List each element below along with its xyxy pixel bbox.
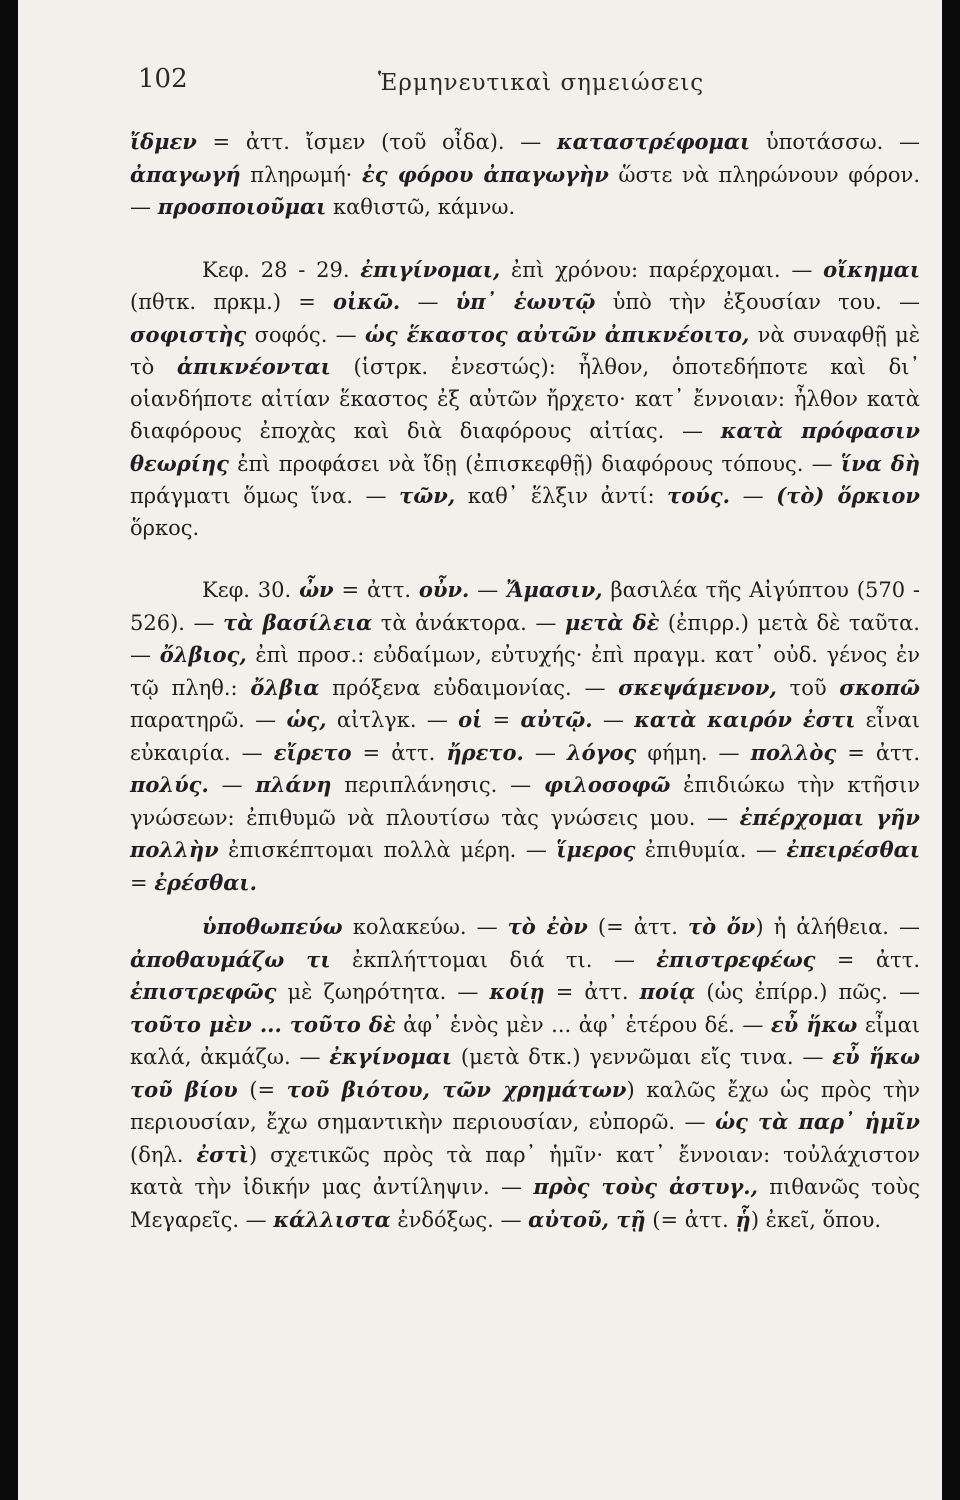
gloss-text: (πθτκ. πρκμ.) = — [130, 290, 334, 314]
lemma-term: κατὰ πρόφασιν θεωρίης — [130, 418, 920, 476]
lemma-term: εὖ ἥκω — [770, 1011, 858, 1037]
gloss-text: ) καλῶς ἔχω ὡς πρὸς τὴν περιουσίαν, ἔχω σημαντικὴν περιουσίαν, εὐπορῶ. — — [130, 1077, 921, 1134]
lemma-term: ἴδμεν — [130, 129, 197, 154]
gloss-text: παρατηρῶ. — — [130, 708, 287, 732]
lemma-term: ὄλβιος, — [159, 642, 247, 667]
gloss-text: πράγματι ὅμως ἵνα. — — [130, 484, 400, 508]
lemma-term: τὸ ὄν — [687, 914, 756, 939]
lemma-term: ἐπέρχομαι γῆν πολλὴν — [130, 804, 920, 862]
page-header — [138, 64, 882, 104]
lemma-term: πολύς. — [130, 772, 209, 797]
gloss-text: = ἀττ. — [351, 740, 447, 765]
paragraph-glossary-intro — [130, 126, 920, 224]
gloss-text: ) ἡ ἀλήθεια. — — [755, 915, 921, 939]
gloss-text: αἰτλγκ. — — [326, 708, 459, 732]
lemma-term: ὡς, — [286, 707, 327, 732]
lemma-term: ποίᾳ — [639, 979, 696, 1004]
lemma-term: αὐτοῦ, τῇ — [528, 1206, 646, 1232]
gloss-text: Κεφ. 28 - 29. — [202, 257, 361, 282]
running-title: Ἑρμηνευτικαὶ σημειώσεις — [378, 70, 705, 96]
lemma-term: εὖ ἥκω τοῦ βίου — [130, 1044, 920, 1102]
lemma-term: ᾗ — [735, 1206, 751, 1232]
gloss-text: ἐνδόξως. — — [390, 1207, 529, 1232]
gloss-text: (= ἀττ. — [645, 1207, 736, 1232]
lemma-term: ἐς φόρου ἀπαγωγὴν — [361, 161, 609, 187]
lemma-term: ἐπειρέσθαι — [786, 837, 920, 862]
lemma-term: οἰκῶ. — [333, 289, 401, 314]
lemma-term: τὸ ἐὸν — [507, 914, 588, 939]
gloss-text: (= ἀττ. — [587, 915, 688, 939]
gloss-text: ). — — [489, 130, 557, 154]
gloss-text: = ἀττ. — [333, 578, 419, 602]
gloss-text: φήμη. — — [636, 740, 751, 765]
lemma-term: ἀπαγωγή — [130, 161, 241, 187]
lemma-term: ὦν — [299, 577, 334, 602]
gloss-text: (μετὰ δτκ.) γεννῶμαι εἴς τινα. — — [452, 1045, 833, 1069]
lemma-term: ἐρέσθαι. — [154, 869, 257, 895]
paragraph-chapter-30 — [130, 574, 920, 899]
lemma-term: (τὸ) ὅρκιον — [776, 483, 920, 508]
gloss-text: = ἀττ. — [815, 947, 920, 972]
lemma-term: οἴκημαι — [823, 256, 920, 282]
gloss-text: τὰ ἀνάκτορα. — — [372, 610, 565, 635]
lemma-term: αὐτῷ. — [520, 707, 593, 732]
paragraph-chapter-30-continued — [130, 911, 920, 1236]
gloss-text: ἐπισκέπτομαι πολλὰ μέρη. — — [218, 838, 557, 862]
gloss-text: = ἀττ. — [544, 980, 640, 1004]
gloss-text: — — [469, 578, 507, 602]
body-text — [130, 126, 920, 1236]
lemma-term: ὡς τὰ παρ᾽ ἡμῖν — [715, 1109, 921, 1134]
lemma-term: προσποιοῦμαι — [157, 194, 327, 219]
lemma-term: Ἄμασιν, — [506, 577, 603, 602]
gloss-text: — — [208, 773, 256, 797]
lemma-term: ἐκγίνομαι — [329, 1044, 453, 1069]
lemma-term: τοῦ βιότου, τῶν χρημάτων — [286, 1076, 627, 1102]
gloss-text: βασιλέα τῆς Αἰγύπτου (570 - 526). — — [130, 578, 921, 635]
lemma-term: πλάνη — [255, 772, 332, 797]
gloss-text: ὑπὸ τὴν ἐξουσίαν του. — — [595, 290, 920, 314]
gloss-text: εἶναι εὐκαιρία. — — [130, 708, 920, 765]
lemma-term: ἀποθαυμάζω τι — [130, 946, 331, 972]
gloss-text: ἀφ᾽ ἑνὸς μὲν ... ἀφ᾽ ἑτέρου δέ. — — [395, 1012, 771, 1037]
gloss-text: ἐπιθυμία. — — [635, 838, 787, 862]
lemma-term: κοίῃ — [489, 979, 545, 1004]
gloss-text: = ἀττ. — [196, 130, 306, 154]
lemma-term: ἐπιγίνομαι, — [360, 256, 501, 282]
lemma-term: σκεψάμενον, — [618, 674, 777, 700]
gloss-text: πιθανῶς τοὺς Μεγαρεῖς. — — [130, 1175, 920, 1232]
lemma-term: ἐπιστρεφέως — [656, 946, 816, 972]
gloss-text: — — [400, 290, 456, 314]
lemma-term: ἀπικνέονται — [177, 354, 331, 379]
gloss-text: Κεφ. 30. — [202, 578, 300, 602]
gloss-text: ἐκπλήττομαι διά τι. — — [330, 947, 657, 972]
gloss-text: ὥστε νὰ πληρώνουν φόρον. — — [130, 162, 921, 219]
gloss-text: ἐπὶ προφάσει νὰ ἴδῃ (ἐπισκεφθῇ) διαφόρους τόπους. — — [228, 451, 841, 476]
lemma-term: σοφιστὴς — [130, 321, 247, 347]
gloss-text: = — [130, 870, 155, 895]
lemma-term: λόγος — [566, 739, 637, 765]
gloss-text: κολακεύω. — — [342, 915, 508, 939]
gloss-text: (τοῦ — [365, 130, 443, 154]
lemma-term: τοῦτο μὲν ... τοῦτο δὲ — [130, 1011, 396, 1037]
lemma-term: κατὰ καιρόν ἐστι — [634, 707, 856, 732]
gloss-text: νὰ συναφθῇ μὲ τὸ — [130, 322, 920, 379]
gloss-text: ὑποτάσσω. — — [750, 130, 920, 154]
gloss-text: ἐπιδιώκω τὴν κτῆσιν γνώσεων: ἐπιθυμῶ νὰ πλουτίσω τὰς γνώσεις μου. — — [130, 773, 920, 830]
lemma-term: ἐπιστρεφῶς — [130, 979, 277, 1004]
book-page — [18, 0, 942, 1500]
lemma-term: τούς. — [667, 483, 730, 508]
gloss-text: οἶδα — [442, 130, 490, 154]
gloss-text: μὲ ζωηρότητα. — — [276, 980, 490, 1004]
lemma-term: μετὰ δὲ — [564, 609, 660, 635]
lemma-term: οἱ — [458, 707, 483, 732]
lemma-term: εἴρετο — [273, 739, 352, 765]
gloss-text: ) ἐκεῖ, ὅπου. — [750, 1207, 882, 1232]
gloss-text: (ἱστρκ. ἐνεστώς): ἦλθον, ὁποτεδήποτε καὶ δι᾽ οἱανδήποτε αἰτίαν ἕκαστος ἐξ αὐτῶν ἤρχετο· κατ᾽ ἔννοιαν: ἦλθον κατὰ διαφόρους ἐποχὰς καὶ διὰ διαφόρους αἰτίας. — — [130, 355, 921, 443]
gloss-text: ὅρκος. — [130, 515, 200, 540]
lemma-term: ὡς ἕκαστος αὐτῶν ἀπικνέοιτο, — [364, 321, 750, 347]
lemma-term: φιλοσοφῶ — [543, 772, 671, 797]
gloss-text: (δηλ. — [130, 1142, 197, 1167]
gloss-text: καθιστῶ, κάμνω. — [326, 195, 516, 219]
lemma-term: τὰ βασίλεια — [223, 609, 373, 635]
lemma-term: καταστρέφομαι — [556, 129, 751, 154]
lemma-term: πρὸς τοὺς ἀστυγ., — [533, 1174, 758, 1199]
gloss-text: ) σχετικῶς πρὸς τὰ παρ᾽ ἡμῖν· κατ᾽ ἔννοιαν: τοὐλάχιστον κατὰ τὴν ἰδικήν μας ἀντίληψιν. — — [130, 1142, 920, 1199]
gloss-text: — — [592, 708, 635, 732]
gloss-text: περιπλάνησις. — — [331, 773, 544, 797]
page-number: 102 — [138, 64, 188, 94]
lemma-term: ὑποθωπεύω — [202, 914, 343, 939]
lemma-term: οὖν. — [418, 577, 470, 602]
gloss-text: τοῦ — [776, 675, 840, 700]
gloss-text: σοφός. — — [246, 322, 365, 347]
gloss-text: = ἀττ. — [836, 740, 921, 765]
lemma-term: σκοπῶ — [839, 674, 920, 700]
lemma-term: πολλὸς — [750, 739, 837, 765]
gloss-text: ἐπὶ χρόνου: παρέρχομαι. — — [500, 257, 824, 282]
lemma-term: κάλλιστα — [273, 1206, 391, 1232]
gloss-text: πληρωμή· — [240, 162, 362, 187]
gloss-text: — — [729, 484, 777, 508]
lemma-term: ἵνα δὴ — [840, 450, 921, 476]
gloss-text: εἶμαι καλά, ἀκμάζω. — — [130, 1012, 920, 1069]
lemma-term: ὄλβια — [250, 674, 320, 700]
lemma-term: τῶν, — [399, 483, 456, 508]
gloss-text: ἐπὶ προσ.: εὐδαίμων, εὐτυχής· ἐπὶ πραγμ. κατ᾽ οὐδ. γένος ἐν τῷ πληθ.: — [130, 643, 920, 700]
gloss-text: πρόξενα εὐδαιμονίας. — — [319, 675, 619, 700]
gloss-text: καθ᾽ ἕλξιν ἀντί: — [455, 484, 668, 508]
paragraph-chapter-28-29 — [130, 254, 920, 545]
gloss-text: (= — [237, 1077, 287, 1102]
gloss-text: (ὡς ἐπίρρ.) πῶς. — — [695, 980, 920, 1004]
lemma-term: ὑπ᾽ ἑωυτῷ — [455, 289, 596, 314]
gloss-text: = — [482, 708, 521, 732]
gloss-text: ἴσμεν — [305, 130, 366, 154]
lemma-term: ἐστὶ — [196, 1141, 249, 1167]
lemma-term: ἤρετο. — [446, 739, 524, 765]
gloss-text: (ἐπιρρ.) μετὰ δὲ ταῦτα. — — [130, 610, 920, 667]
lemma-term: ἵμερος — [556, 837, 636, 862]
gloss-text: — — [523, 740, 567, 765]
